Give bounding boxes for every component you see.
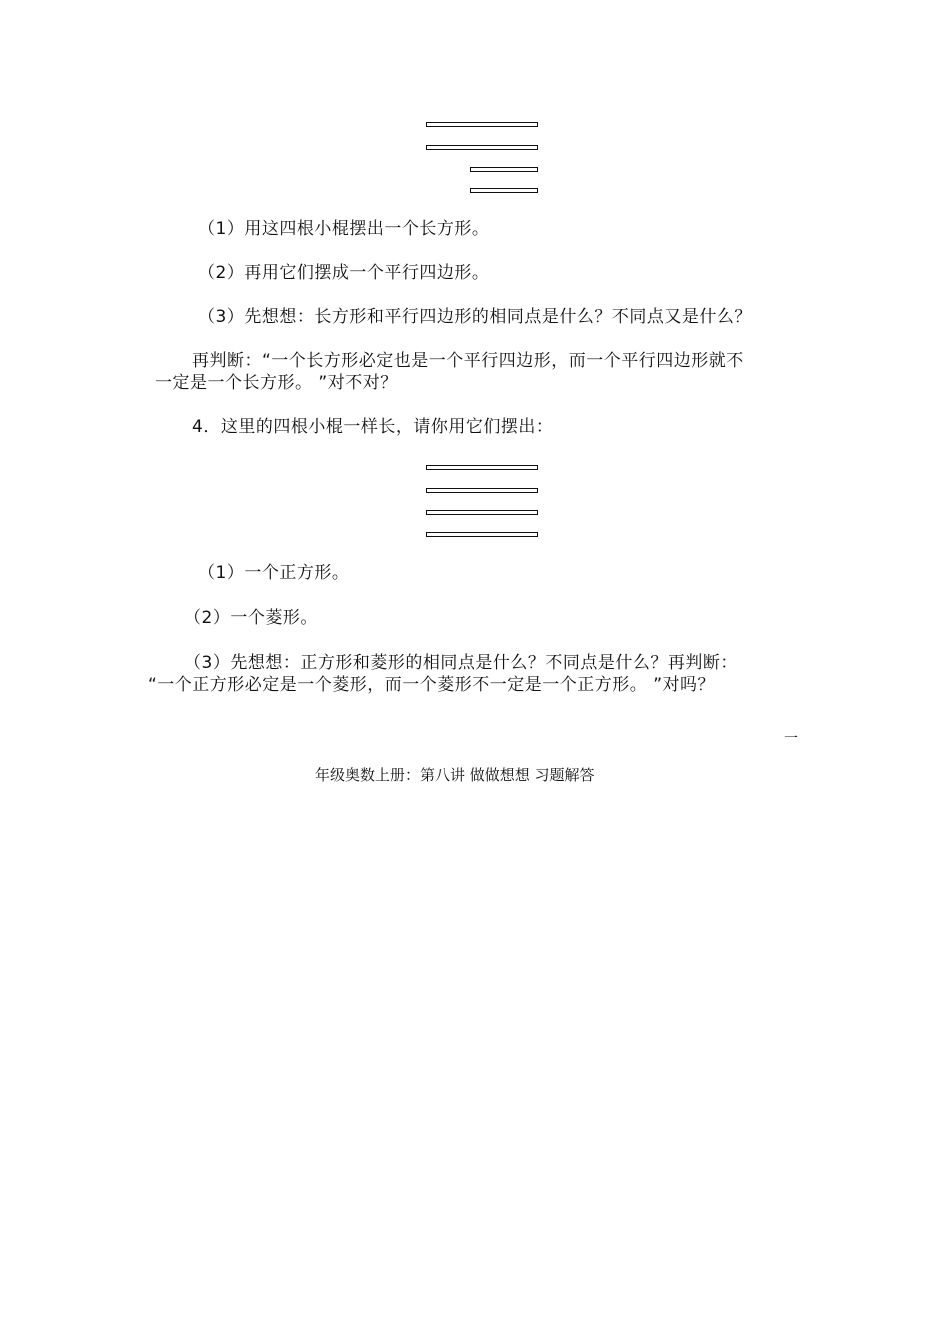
page-footer-title: 年级奥数上册：第八讲 做做想想 习题解答 bbox=[315, 766, 595, 784]
stick-long-1 bbox=[426, 122, 538, 127]
stick-short-1 bbox=[470, 167, 538, 172]
question-4-1: （1）一个正方形。 bbox=[198, 563, 350, 583]
judge-3-line-1: 再判断：“一个长方形必定也是一个平行四边形，而一个平行四边形就不 bbox=[192, 351, 744, 371]
judge-3-line-2: 一定是一个长方形。 ”对不对？ bbox=[155, 373, 398, 393]
page-mark: 一 bbox=[784, 731, 798, 747]
stick-equal-1 bbox=[426, 465, 538, 470]
stick-long-2 bbox=[426, 145, 538, 150]
stick-short-2 bbox=[470, 188, 538, 193]
stick-equal-4 bbox=[426, 532, 538, 537]
question-4-3-line-2: “一个正方形必定是一个菱形，而一个菱形不一定是一个正方形。 ”对吗？ bbox=[148, 675, 716, 695]
stick-equal-2 bbox=[426, 488, 538, 493]
question-3-1: （1）用这四根小棍摆出一个长方形。 bbox=[198, 219, 490, 239]
question-4-2: （2）一个菱形。 bbox=[184, 608, 318, 628]
question-3-2: （2）再用它们摆成一个平行四边形。 bbox=[198, 263, 490, 283]
stick-equal-3 bbox=[426, 510, 538, 515]
question-3-3: （3）先想想：长方形和平行四边形的相同点是什么？不同点又是什么？ bbox=[198, 307, 752, 327]
question-4-heading: 4．这里的四根小棍一样长，请你用它们摆出： bbox=[192, 417, 554, 437]
question-4-3-line-1: （3）先想想：正方形和菱形的相同点是什么？不同点是什么？再判断： bbox=[184, 653, 738, 673]
